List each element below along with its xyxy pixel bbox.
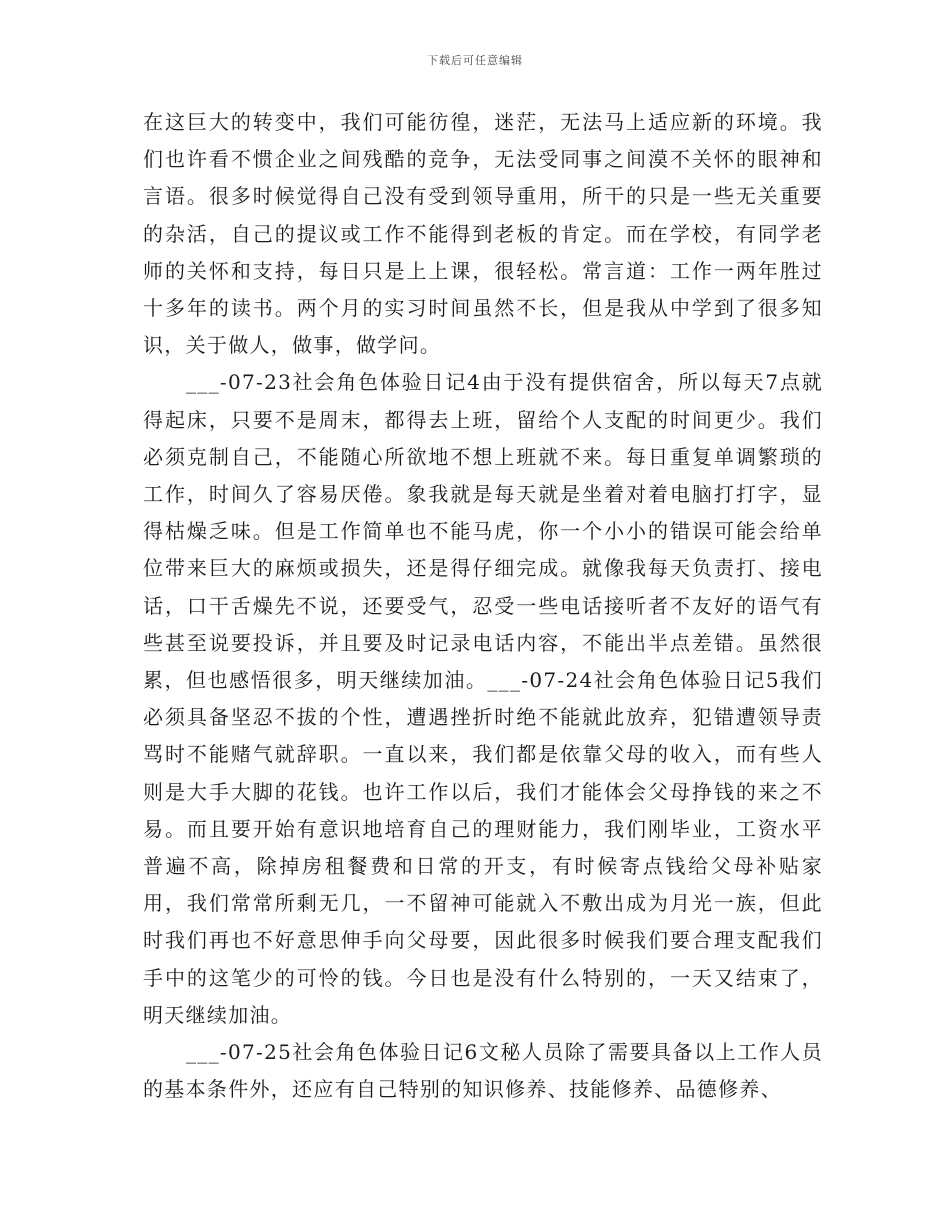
document-body	[143, 104, 823, 1108]
page-header: 下载后可任意编辑	[427, 54, 523, 67]
paragraph-2: ___-07-23社会角色体验日记4由于没有提供宿舍，所以每天7点就得起床，只要不是周末，都得去上班，留给个人支配的时间更少。我们必须克制自己，不能随心所欲地不想上班就不来。每日重复单调繁琐的工作，时间久了容易厌倦。象我就是每天就是坐着对着电脑打打字，显得枯燥乏味。但是工作简单也不能马虎，你一个小小的错误可能会给单位带来巨大的麻烦或损失，还是得仔细完成。就像我每天负责打、接电话，口干舌燥先不说，还要受气，忍受一些电话接听者不友好的语气有些甚至说要投诉，并且要及时记录电话内容，不能出半点差错。虽然很累，但也感悟很多，明天继续加油。___-07-24社会角色体验日记5我们必须具备坚忍不拔的个性，遭遇挫折时绝不能就此放弃，犯错遭领导责骂时不能赌气就辞职。一直以来，我们都是依靠父母的收入，而有些人则是大手大脚的花钱。也许工作以后，我们才能体会父母挣钱的来之不易。而且要开始有意识地培育自己的理财能力，我们刚毕业，工资水平普遍不高，除掉房租餐费和日常的开支，有时候寄点钱给父母补贴家用，我们常常所剩无几，一不留神可能就入不敷出成为月光一族，但此时我们再也不好意思伸手向父母要，因此很多时候我们要合理支配我们手中的这笔少的可怜的钱。今日也是没有什么特别的，一天又结束了，明天继续加油。	[143, 370, 824, 1027]
paragraph-1: 在这巨大的转变中，我们可能彷徨，迷茫，无法马上适应新的环境。我们也许看不惯企业之间残酷的竞争，无法受同事之间漠不关怀的眼神和言语。很多时候觉得自己没有受到领导重用，所干的只是一些无关重要的杂活，自己的提议或工作不能得到老板的肯定。而在学校，有同学老师的关怀和支持，每日只是上上课，很轻松。常言道：工作一两年胜过十多年的读书。两个月的实习时间虽然不长，但是我从中学到了很多知识，关于做人，做事，做学问。	[143, 110, 823, 358]
paragraph-3: ___-07-25社会角色体验日记6文秘人员除了需要具备以上工作人员的基本条件外，还应有自己特别的知识修养、技能修养、品德修养、	[143, 1040, 823, 1102]
